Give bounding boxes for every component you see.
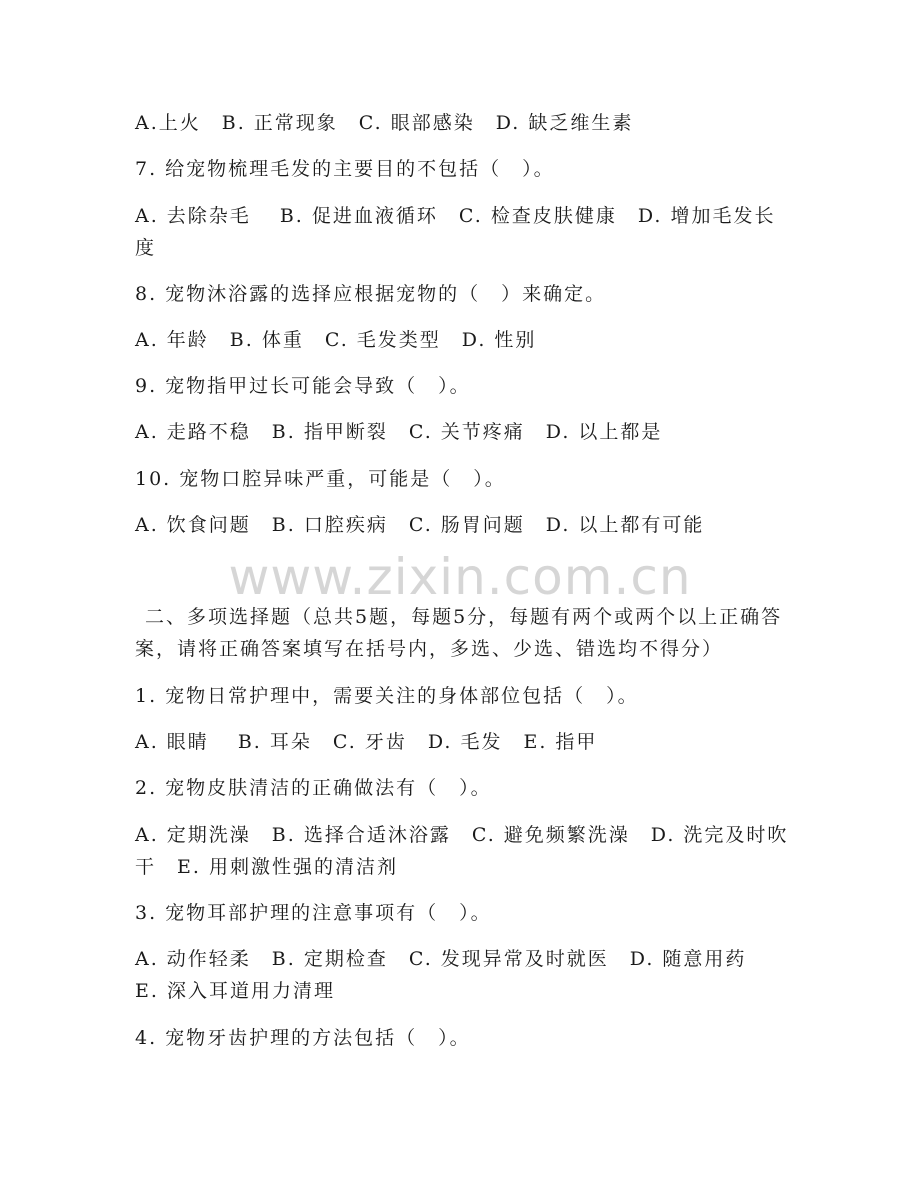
m3-question: 3. 宠物耳部护理的注意事项有（ ）。 <box>135 902 492 924</box>
q6-options: A.上火 B. 正常现象 C. 眼部感染 D. 缺乏维生素 <box>135 112 634 134</box>
m1-options: A. 眼睛 B. 耳朵 C. 牙齿 D. 毛发 E. 指甲 <box>135 731 598 753</box>
q9-options: A. 走路不稳 B. 指甲断裂 C. 关节疼痛 D. 以上都是 <box>135 421 663 443</box>
q7-options: A. 去除杂毛 B. 促进血液循环 C. 检查皮肤健康 D. 增加毛发长度 <box>135 205 776 259</box>
m3-options: A. 动作轻柔 B. 定期检查 C. 发现异常及时就医 D. 随意用药 <box>135 948 747 970</box>
m3-options-cont: E. 深入耳道用力清理 <box>135 980 335 1002</box>
q8-options: A. 年龄 B. 体重 C. 毛发类型 D. 性别 <box>135 329 537 351</box>
m4-question: 4. 宠物牙齿护理的方法包括（ ）。 <box>135 1027 471 1049</box>
q8-question: 8. 宠物沐浴露的选择应根据宠物的（ ）来确定。 <box>135 283 607 305</box>
watermark: www.zixin.com.cn <box>228 548 692 606</box>
q10-options: A. 饮食问题 B. 口腔疾病 C. 肠胃问题 D. 以上都有可能 <box>135 514 705 536</box>
q7-question: 7. 给宠物梳理毛发的主要目的不包括（ ）。 <box>135 158 555 180</box>
m1-question: 1. 宠物日常护理中，需要关注的身体部位包括（ ）。 <box>135 685 639 707</box>
q9-question: 9. 宠物指甲过长可能会导致（ ）。 <box>135 375 471 397</box>
section-heading: 二、多项选择题（总共5题，每题5分，每题有两个或两个以上正确答案，请将正确答案填写在括号内，多选、少选、错选均不得分） <box>135 606 783 660</box>
m2-options: A. 定期洗澡 B. 选择合适沐浴露 C. 避免频繁洗澡 D. 洗完及时吹干 E. 用刺激性强的清洁剂 <box>135 824 789 878</box>
q10-question: 10. 宠物口腔异味严重，可能是（ ）。 <box>135 468 506 490</box>
m2-question: 2. 宠物皮肤清洁的正确做法有（ ）。 <box>135 777 492 799</box>
